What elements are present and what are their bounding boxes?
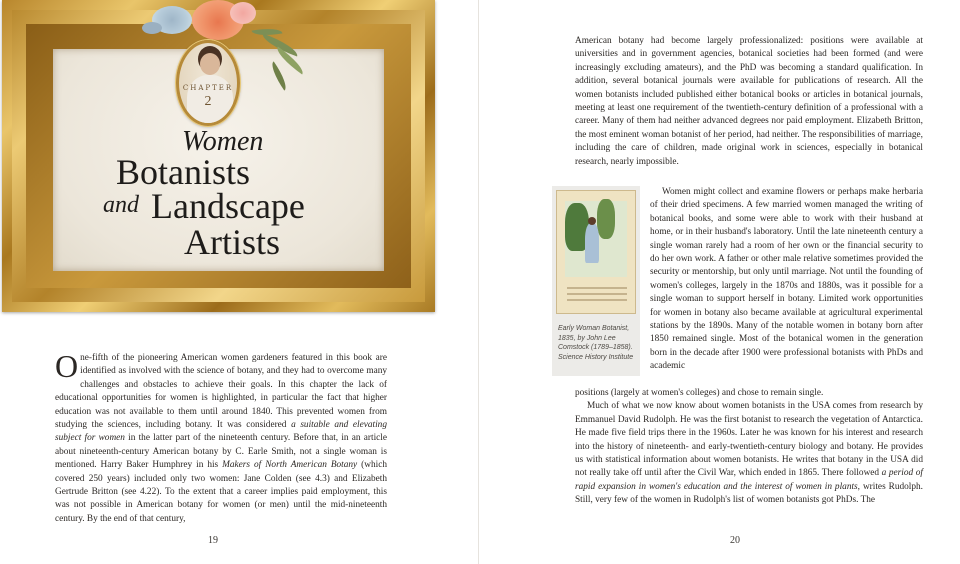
- pink-flower-decoration: [230, 2, 256, 24]
- page-number: 20: [730, 535, 740, 546]
- emphasis-text: a period of rapid expansion in women's education and the interest of women in plants: [575, 468, 923, 492]
- chapter-label: CHAPTER: [182, 84, 234, 92]
- drop-cap: O: [55, 348, 79, 384]
- botanist-print-image: [556, 190, 636, 314]
- body-text: (which covered 250 years) included only two women: Jane Colden (see 4.3) and Elizabeth Gertrude Britton (see 4.22). To the extent that a career implies paid employment, this was not possible in American botany for women (or men) until the mid-nineteenth century. By the end of that century,: [55, 460, 387, 524]
- chapter-title-and: and: [103, 192, 139, 218]
- figure-illustration: [552, 186, 640, 376]
- chapter-number: 2: [204, 94, 212, 109]
- page-number: 19: [208, 535, 218, 546]
- left-body-text: [55, 348, 387, 526]
- paragraph: positions (largely at women's colleges) and chose to remain single.: [575, 388, 824, 398]
- right-body-text-bottom: [575, 387, 923, 508]
- figure-caption: Early Woman Botanist, 1835, by John Lee Comstock (1789–1858). Science History Institute: [558, 325, 634, 361]
- paragraph: American botany had become largely professionalized: positions were available at universities and in government agencies, botanical societies had been formed (and were increasingly excluding amateurs), and the PhD was becoming a standard qualification. In addition, several botanical journals were available for publications of research. All the women botanists included published either botanical books or articles in botanical journals, meeting at least one requirement of the twentieth-century definition of a professional with a career. Many of them had neither advanced degrees nor paid employment. Elizabeth Britton, the most eminent woman botanist of her period, had neither. The responsibilities of marriage, including the care of children, made original work in sciences, especially in botanical research, nearly impossible.: [575, 36, 923, 167]
- body-text: Much of what we now know about women botanists in the USA comes from research by Emmanuel David Rudolph. He was the first botanist to research the vegetation of Antarctica. He made five field trips there in the 1960s. Later he was known for his interest and research into the history of nineteenth- and early-twentieth-century biology and botany. He provides us with statistical information about women botanists. He writes that botany in the USA did not really take off until after the Civil War, which ended in 1865. There followed: [575, 401, 923, 479]
- chapter-title-women: Women: [182, 126, 264, 157]
- body-text: , writes Rudolph. Still, very few of the women in Rudolph's list of women botanists got PhDs. The: [575, 481, 923, 506]
- blue-flower-decoration: [142, 22, 162, 34]
- right-body-text-wrap: [650, 186, 923, 374]
- emphasis-text: a suitable and elevating subject for women: [55, 420, 387, 444]
- print-tree: [597, 199, 615, 239]
- left-page: [0, 0, 478, 564]
- paragraph: [575, 400, 923, 507]
- portrait-cameo: [176, 40, 240, 126]
- print-woman-head: [588, 217, 596, 225]
- print-handwriting: [567, 283, 627, 305]
- body-text: ne-fifth of the pioneering American women gardeners featured in this book are identified as involved with the science of botany, and they had to overcome many challenges and obstacles to achieve their goals. In this chapter the lack of educational opportunities for women is highlighted, in particular the fact that higher education was not available to them until around 1840. This prevented women from studying the sciences, including botany. It was considered: [55, 353, 387, 431]
- right-page: [478, 0, 960, 564]
- chapter-title-artists: Artists: [184, 222, 281, 262]
- print-woman-figure: [585, 223, 599, 263]
- chapter-opener-frame: [2, 0, 435, 312]
- chapter-title-landscape: Landscape: [151, 186, 305, 226]
- right-body-text-top: [575, 35, 923, 169]
- chapter-title-botanists: Botanists: [116, 152, 251, 192]
- book-title-text: Makers of North American Botany: [222, 460, 358, 471]
- body-text: in the latter part of the nineteenth century. Before that, in an article about nineteenth-century American botany by C. Earle Smith, not a single woman is mentioned. Harry Baker Humphrey in his: [55, 433, 387, 471]
- portrait-head: [200, 53, 220, 75]
- paragraph: Women might collect and examine flowers or perhaps make herbaria of their dried specimens. A few married women managed the writing of botanical books, and some were able to work with their husband at home, or in their husband's laboratory. Until the late nineteenth century a single woman rarely had a room of her own or the financial security to do her own work. A father or other male relative sometimes provided the security or mentorship, but only until marriage. Not until the founding of women's colleges, largely in the 1870s and 1880s, was it possible for a single woman to support herself in botany. Limited work opportunities for women in botany also became available at agricultural experimental stations by the 1890s. Many of the notable women in botany born after 1850 remained single. Most of the botanical women in the generation born in the decade after 1900 were professional botanists with PhDs and academic: [650, 187, 923, 372]
